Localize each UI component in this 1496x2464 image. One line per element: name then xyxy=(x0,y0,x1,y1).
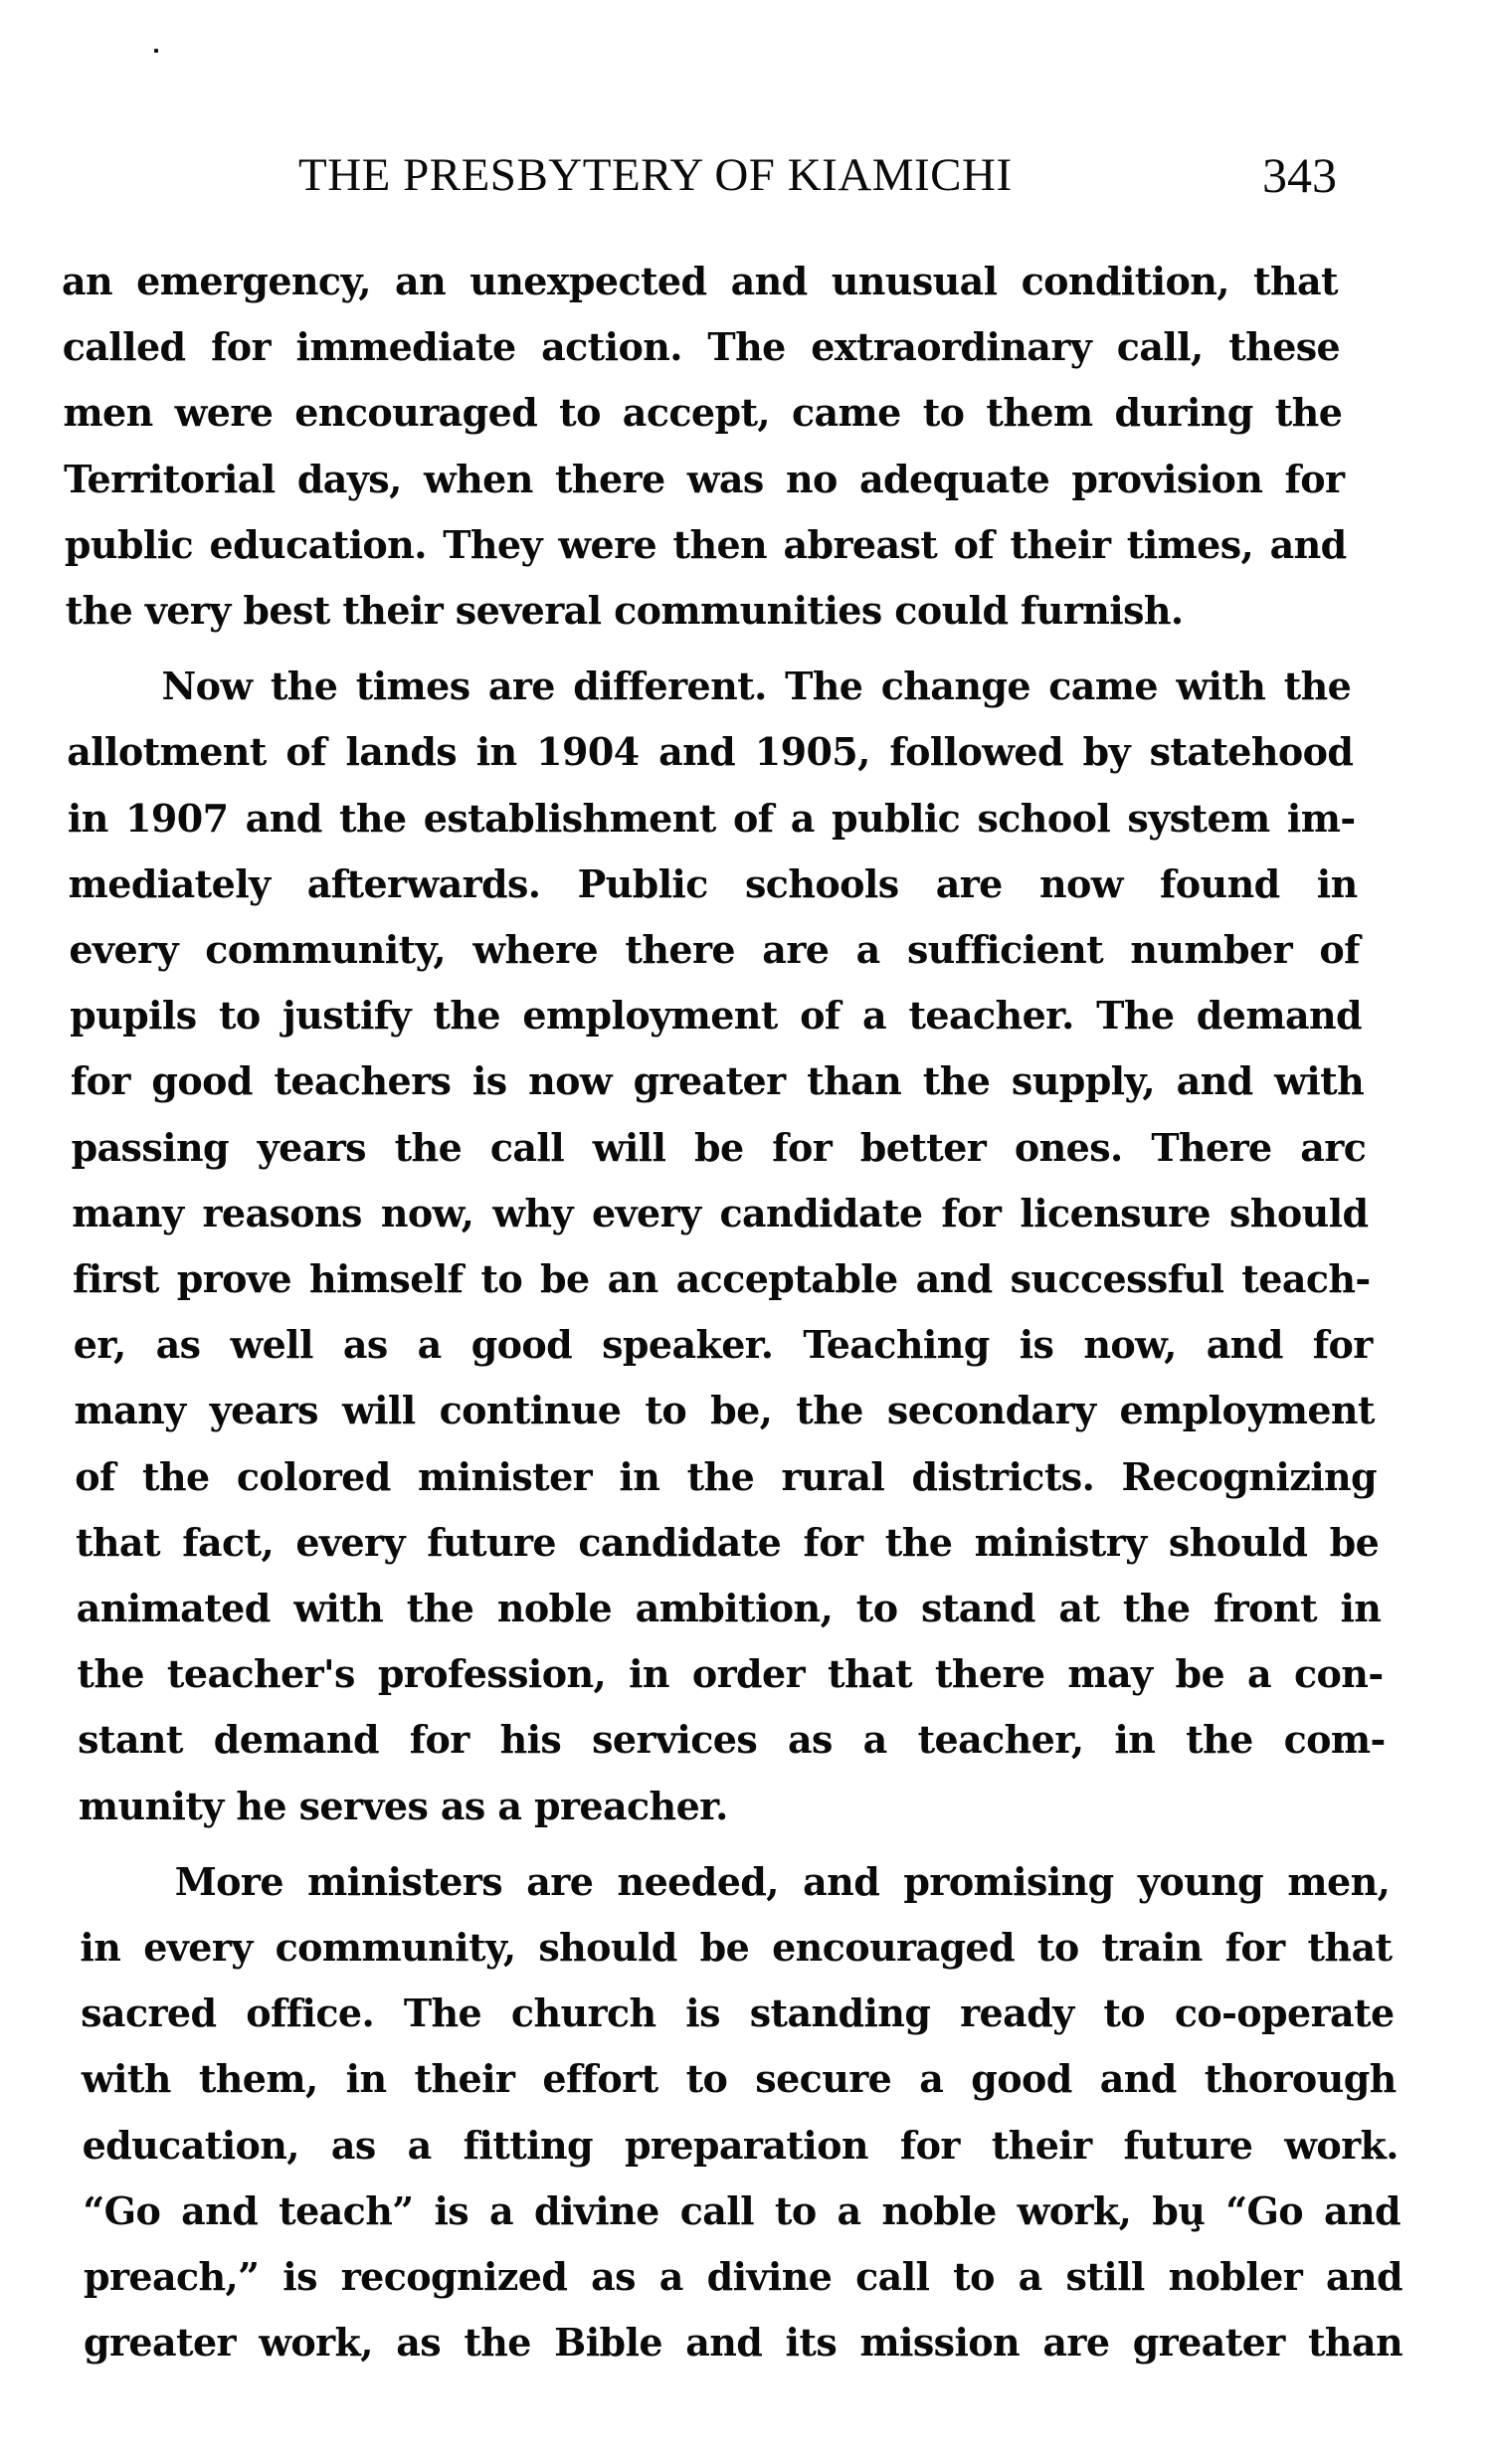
text-line: er, as well as a good speaker. Teaching is now, and for xyxy=(73,1322,1373,1368)
scan-speck xyxy=(154,49,158,53)
text-line: allotment of lands in 1904 and 1905, followed by statehood xyxy=(67,729,1354,775)
text-line: Now the times are different. The change came with the xyxy=(161,663,1352,709)
text-line: in every community, should be encouraged to train for that xyxy=(80,1925,1393,1970)
text-line: first prove himself to be an acceptable and successful teach- xyxy=(73,1256,1371,1301)
text-line: munity he serves as a preacher. xyxy=(78,1783,728,1828)
text-line: animated with the noble ambition, to stand at the front in xyxy=(76,1586,1382,1630)
text-line: for good teachers is now greater than the supply, and with xyxy=(70,1058,1365,1104)
text-line: many reasons now, why every candidate for licensure should xyxy=(72,1190,1369,1235)
text-line: Territorial days, when there was no adequate provision for xyxy=(64,456,1345,501)
text-line: an emergency, an unexpected and unusual condition, that xyxy=(62,259,1338,303)
text-line: pupils to justify the employment of a teacher. The demand xyxy=(70,993,1362,1039)
text-line: preach,” is recognized as a divine call to a still nobler and xyxy=(84,2254,1402,2299)
text-line: in 1907 and the establishment of a public school system im- xyxy=(67,795,1356,841)
text-line: passing years the call will be for better ones. There arc xyxy=(71,1124,1367,1170)
page-number: 343 xyxy=(1262,147,1337,203)
text-line: public education. They were then abreast of their times, and xyxy=(64,521,1347,567)
text-line: called for immediate action. The extraordinary call, these xyxy=(62,324,1341,370)
running-title: THE PRESBYTERY OF KIAMICHI xyxy=(298,149,1013,201)
text-line: every community, where there are a sufficient number of xyxy=(69,927,1360,972)
text-line: of the colored minister in the rural districts. Recognizing xyxy=(75,1453,1378,1499)
text-line: More ministers are needed, and promising young men, xyxy=(174,1858,1391,1904)
text-line: the teacher's profession, in order that there may be a con- xyxy=(77,1651,1384,1697)
text-line: “Go and teach” is a divine call to a noble work, bu̧ “Go and xyxy=(83,2187,1402,2233)
text-line: many years will continue to be, the secondary employment xyxy=(74,1388,1375,1433)
text-line: education, as a fitting preparation for their future work. xyxy=(82,2122,1399,2168)
text-line: men were encouraged to accept, came to them during the xyxy=(63,390,1343,436)
text-line: mediately afterwards. Public schools are now found in xyxy=(68,860,1358,906)
running-head xyxy=(298,147,1343,203)
text-line: that fact, every future candidate for the ministry should be xyxy=(75,1519,1380,1565)
text-line: the very best their several communities could furnish. xyxy=(65,588,1184,633)
text-line: sacred office. The church is standing ready to co-operate xyxy=(81,1990,1395,2036)
text-line: stant demand for his services as a teacher, in the com- xyxy=(78,1717,1386,1763)
text-line: with them, in their effort to secure a good and thorough xyxy=(81,2056,1397,2102)
text-line: greater work, as the Bible and its mission are greater than xyxy=(84,2320,1402,2366)
